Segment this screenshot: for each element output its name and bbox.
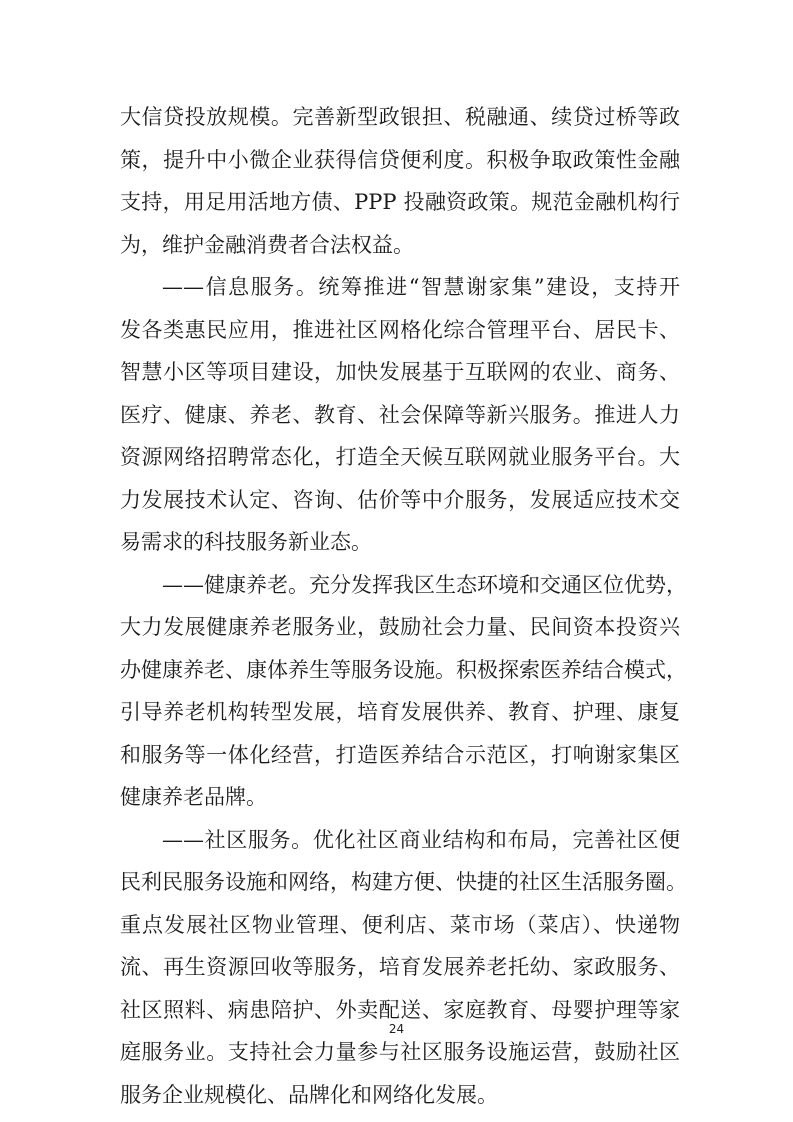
body-text <box>120 96 687 1116</box>
text-line: 和服务等一体化经营，打造医养结合示范区，打响谢家集区 <box>120 742 680 767</box>
text-line: 易需求的科技服务新业态。 <box>120 530 372 554</box>
text-line: 医疗、健康、养老、教育、社会保障等新兴服务。推进人力 <box>120 402 680 427</box>
text-line: 为，维护金融消费者合法权益。 <box>120 232 414 257</box>
text-line: 支持，用足用活地方债、PPP 投融资政策。规范金融机构行 <box>120 190 680 214</box>
text-line: 办健康养老、康体养生等服务设施。积极探索医养结合模式， <box>120 657 687 682</box>
text-line: 社区照料、病患陪护、外卖配送、家庭教育、母婴护理等家 <box>120 997 680 1022</box>
text-line: 民利民服务设施和网络，构建方便、快捷的社区生活服务圈。 <box>120 870 687 894</box>
text-line: 策，提升中小微企业获得信贷便利度。积极争取政策性金融 <box>120 147 680 172</box>
paragraph-heading-line: ——信息服务。统筹推进“智慧谢家集”建设，支持开 <box>162 275 680 299</box>
text-line: 大力发展健康养老服务业，鼓励社会力量、民间资本投资兴 <box>120 615 680 639</box>
paragraph-heading-line: ——健康养老。充分发挥我区生态环境和交通区位优势， <box>162 572 687 597</box>
text-line: 引导养老机构转型发展，培育发展供养、教育、护理、康复 <box>120 700 680 724</box>
paragraph-heading-line: ——社区服务。优化社区商业结构和布局，完善社区便 <box>162 827 680 852</box>
text-line: 大信贷投放规模。完善新型政银担、税融通、续贷过桥等政 <box>120 105 680 129</box>
text-line: 重点发展社区物业管理、便利店、菜市场（菜店）、快递物 <box>120 912 680 937</box>
text-line: 服务企业规模化、品牌化和网络化发展。 <box>120 1082 498 1107</box>
text-line: 智慧小区等项目建设，加快发展基于互联网的农业、商务、 <box>120 360 680 384</box>
text-line: 庭服务业。支持社会力量参与社区服务设施运营，鼓励社区 <box>120 1040 680 1064</box>
text-line: 健康养老品牌。 <box>120 785 267 809</box>
page-number: 24 <box>388 1022 405 1036</box>
text-line: 流、再生资源回收等服务，培育发展养老托幼、家政服务、 <box>120 955 680 979</box>
text-line: 资源网络招聘常态化，打造全天候互联网就业服务平台。大 <box>120 445 680 469</box>
text-line: 发各类惠民应用，推进社区网格化综合管理平台、居民卡、 <box>120 317 680 342</box>
text-line: 力发展技术认定、咨询、估价等中介服务，发展适应技术交 <box>120 487 680 512</box>
